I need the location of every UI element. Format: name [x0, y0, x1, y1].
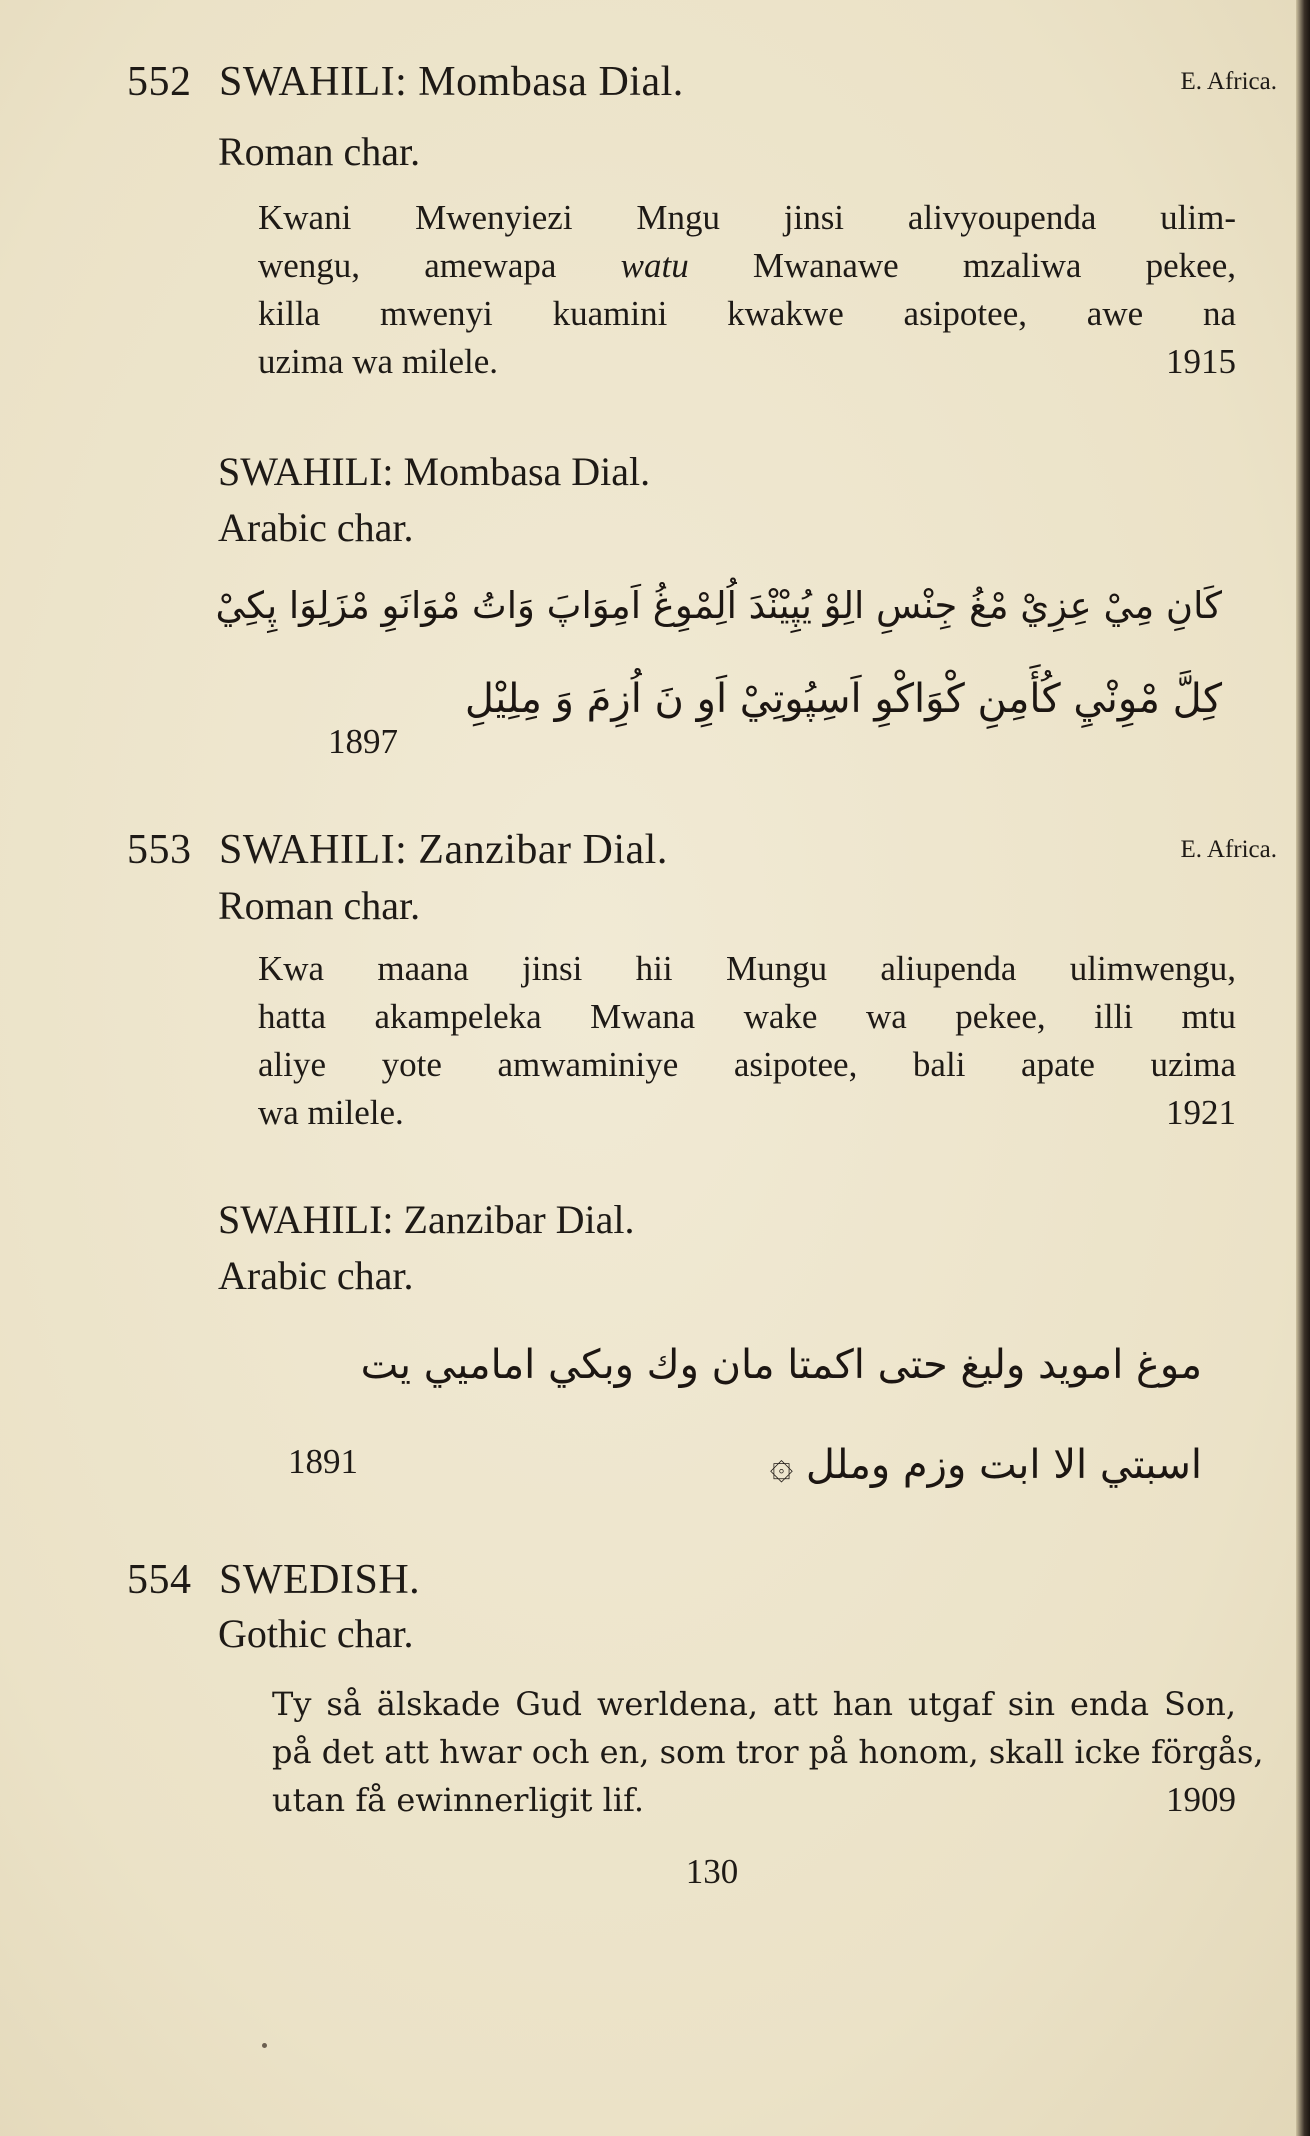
- entry-number: 553: [127, 827, 192, 873]
- text-line-segment: wengu, amewapa: [258, 246, 621, 285]
- page-number: 130: [685, 1852, 739, 1891]
- script-label: Gothic char.: [218, 1611, 414, 1656]
- text-line-segment: Mwanawe mzaliwa pekee,: [688, 246, 1237, 285]
- text-line: Ty så älskade Gud werldena, att han utgaf sin enda Son,: [272, 1685, 1236, 1723]
- entry-number: 552: [127, 59, 192, 105]
- subentry-heading: SWAHILI: Zanzibar Dial.: [218, 1197, 635, 1242]
- text-line: [272, 1776, 1236, 1824]
- year-label: 1915: [1166, 342, 1236, 381]
- year-label: 1891: [288, 1442, 358, 1481]
- text-line: Kwani Mwenyiezi Mngu jinsi alivyoupenda ulim-: [258, 198, 1236, 237]
- text-line: Kwa maana jinsi hii Mungu aliupenda ulimwengu,: [258, 949, 1236, 988]
- script-label: Arabic char.: [218, 505, 414, 550]
- script-label: Arabic char.: [218, 1253, 414, 1298]
- year-label: 1897: [328, 722, 398, 761]
- entry-554-heading: [127, 1556, 1277, 1606]
- arabic-text-line: كَانِ مِيْ عِزِيْ مْغُ جِنْسِ الِوْ يُپِيْنْدَ اُلِمْوِغُ اَمِوَاپَ وَاتُ مْوَانَوِ مْزَلِوَا پِكِيْ: [215, 584, 1222, 627]
- entry-553-heading: [127, 826, 1277, 876]
- text-line-segment: wa milele.: [258, 1093, 404, 1132]
- entry-number: 554: [127, 1557, 192, 1603]
- region-label: E. Africa.: [1180, 68, 1277, 95]
- script-label: Roman char.: [218, 129, 421, 174]
- text-line-segment: utan få ewinnerligit lif.: [272, 1781, 644, 1819]
- arabic-text-line: موغ امويد وليغ حتى اكمتا مان وك وبكي اماميي يت: [360, 1342, 1202, 1388]
- script-label: Roman char.: [218, 883, 421, 928]
- entry-title: SWEDISH.: [219, 1557, 421, 1603]
- text-line: killa mwenyi kuamini kwakwe asipotee, awe na: [258, 294, 1236, 333]
- entry-552-heading: [127, 58, 1277, 108]
- text-line: [258, 1089, 1236, 1137]
- text-line: på det att hwar och en, som tror på honom, skall icke förgås,: [272, 1733, 1264, 1771]
- year-label: 1909: [1166, 1780, 1236, 1819]
- italic-word: watu: [620, 246, 689, 285]
- entry-552-roman-text: [258, 194, 1236, 386]
- year-label: 1921: [1166, 1093, 1236, 1132]
- page-edge-shadow: [1296, 0, 1310, 2136]
- text-line: hatta akampeleka Mwana wake wa pekee, illi mtu: [258, 997, 1236, 1036]
- subentry-heading: SWAHILI: Mombasa Dial.: [218, 449, 651, 494]
- paper-speck: [262, 2043, 267, 2048]
- region-label: E. Africa.: [1180, 836, 1277, 863]
- entry-554-gothic-text: [272, 1680, 1264, 1824]
- text-line: aliye yote amwaminiye asipotee, bali apate uzima: [258, 1045, 1236, 1084]
- arabic-text-line: كِلَّ مْوِنْيِ كُأَمِنِ كْوَاكْوِ اَسِپُوتِيْ اَوِ نَ اُزِمَ وَ مِلِيْلِ: [464, 676, 1222, 722]
- entry-553-roman-text: [258, 945, 1236, 1137]
- text-line-segment: uzima wa milele.: [258, 342, 499, 381]
- entry-title: SWAHILI: Zanzibar Dial.: [219, 827, 668, 873]
- entry-title: SWAHILI: Mombasa Dial.: [219, 59, 684, 105]
- arabic-text-line: اسبتي الا ابت وزم وملل ۞: [769, 1442, 1202, 1488]
- text-line: [258, 242, 1236, 290]
- text-line: [258, 338, 1236, 386]
